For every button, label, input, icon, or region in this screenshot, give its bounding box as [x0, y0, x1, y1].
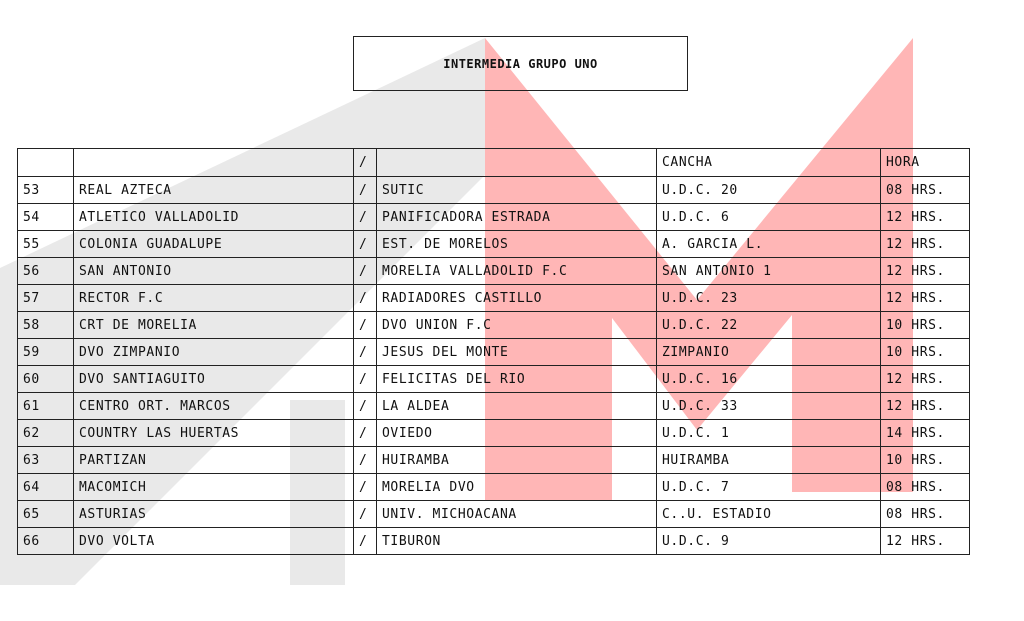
- venue: A. GARCIA L.: [657, 231, 881, 258]
- venue: U.D.C. 16: [657, 366, 881, 393]
- venue: ZIMPANIO: [657, 339, 881, 366]
- table-row: [18, 285, 970, 312]
- table-row: [18, 474, 970, 501]
- table-row: [18, 258, 970, 285]
- away-team: HUIRAMBA: [377, 447, 657, 474]
- venue: U.D.C. 9: [657, 528, 881, 555]
- home-team: MACOMICH: [74, 474, 354, 501]
- separator: /: [354, 312, 377, 339]
- match-number: 58: [18, 312, 74, 339]
- away-team: MORELIA VALLADOLID F.C: [377, 258, 657, 285]
- match-number: 54: [18, 204, 74, 231]
- table-row: [18, 420, 970, 447]
- match-time: 12 HRS.: [881, 258, 970, 285]
- match-time: 10 HRS.: [881, 339, 970, 366]
- away-team: RADIADORES CASTILLO: [377, 285, 657, 312]
- match-time: 12 HRS.: [881, 366, 970, 393]
- venue: U.D.C. 22: [657, 312, 881, 339]
- table-row: [18, 366, 970, 393]
- match-number: 61: [18, 393, 74, 420]
- home-team: PARTIZAN: [74, 447, 354, 474]
- header-time: HORA: [881, 149, 970, 177]
- table-row: [18, 231, 970, 258]
- home-team: DVO ZIMPANIO: [74, 339, 354, 366]
- venue: HUIRAMBA: [657, 447, 881, 474]
- venue: SAN ANTONIO 1: [657, 258, 881, 285]
- table-header-row: [18, 149, 970, 177]
- match-time: 08 HRS.: [881, 177, 970, 204]
- match-number: 59: [18, 339, 74, 366]
- separator: /: [354, 528, 377, 555]
- table-row: [18, 177, 970, 204]
- away-team: DVO UNION F.C: [377, 312, 657, 339]
- table-row: [18, 393, 970, 420]
- separator: /: [354, 258, 377, 285]
- header-home: [74, 149, 354, 177]
- header-num: [18, 149, 74, 177]
- match-number: 60: [18, 366, 74, 393]
- venue: U.D.C. 20: [657, 177, 881, 204]
- match-number: 57: [18, 285, 74, 312]
- home-team: COLONIA GUADALUPE: [74, 231, 354, 258]
- home-team: REAL AZTECA: [74, 177, 354, 204]
- match-number: 66: [18, 528, 74, 555]
- home-team: DVO VOLTA: [74, 528, 354, 555]
- venue: U.D.C. 33: [657, 393, 881, 420]
- match-time: 12 HRS.: [881, 528, 970, 555]
- header-venue: CANCHA: [657, 149, 881, 177]
- away-team: PANIFICADORA ESTRADA: [377, 204, 657, 231]
- home-team: RECTOR F.C: [74, 285, 354, 312]
- home-team: SAN ANTONIO: [74, 258, 354, 285]
- separator: /: [354, 366, 377, 393]
- separator: /: [354, 393, 377, 420]
- match-number: 56: [18, 258, 74, 285]
- match-schedule-table: [17, 148, 970, 555]
- separator: /: [354, 285, 377, 312]
- away-team: FELICITAS DEL RIO: [377, 366, 657, 393]
- match-time: 12 HRS.: [881, 393, 970, 420]
- separator: /: [354, 420, 377, 447]
- header-separator: /: [354, 149, 377, 177]
- match-number: 63: [18, 447, 74, 474]
- match-time: 12 HRS.: [881, 231, 970, 258]
- venue: U.D.C. 6: [657, 204, 881, 231]
- match-number: 55: [18, 231, 74, 258]
- header-away: [377, 149, 657, 177]
- separator: /: [354, 339, 377, 366]
- away-team: OVIEDO: [377, 420, 657, 447]
- match-time: 10 HRS.: [881, 312, 970, 339]
- table-row: [18, 204, 970, 231]
- separator: /: [354, 177, 377, 204]
- match-number: 65: [18, 501, 74, 528]
- table-row: [18, 447, 970, 474]
- separator: /: [354, 474, 377, 501]
- away-team: LA ALDEA: [377, 393, 657, 420]
- venue: U.D.C. 1: [657, 420, 881, 447]
- away-team: UNIV. MICHOACANA: [377, 501, 657, 528]
- table-row: [18, 339, 970, 366]
- match-time: 12 HRS.: [881, 285, 970, 312]
- away-team: MORELIA DVO: [377, 474, 657, 501]
- match-time: 10 HRS.: [881, 447, 970, 474]
- table-row: [18, 312, 970, 339]
- table-row: [18, 501, 970, 528]
- away-team: EST. DE MORELOS: [377, 231, 657, 258]
- venue: U.D.C. 7: [657, 474, 881, 501]
- away-team: TIBURON: [377, 528, 657, 555]
- separator: /: [354, 501, 377, 528]
- home-team: CENTRO ORT. MARCOS: [74, 393, 354, 420]
- match-time: 08 HRS.: [881, 501, 970, 528]
- table-row: [18, 528, 970, 555]
- home-team: CRT DE MORELIA: [74, 312, 354, 339]
- match-time: 08 HRS.: [881, 474, 970, 501]
- away-team: SUTIC: [377, 177, 657, 204]
- match-time: 14 HRS.: [881, 420, 970, 447]
- home-team: ATLETICO VALLADOLID: [74, 204, 354, 231]
- separator: /: [354, 231, 377, 258]
- venue: C..U. ESTADIO: [657, 501, 881, 528]
- match-number: 64: [18, 474, 74, 501]
- match-number: 53: [18, 177, 74, 204]
- home-team: ASTURIAS: [74, 501, 354, 528]
- match-number: 62: [18, 420, 74, 447]
- venue: U.D.C. 23: [657, 285, 881, 312]
- home-team: DVO SANTIAGUITO: [74, 366, 354, 393]
- separator: /: [354, 447, 377, 474]
- away-team: JESUS DEL MONTE: [377, 339, 657, 366]
- separator: /: [354, 204, 377, 231]
- home-team: COUNTRY LAS HUERTAS: [74, 420, 354, 447]
- match-time: 12 HRS.: [881, 204, 970, 231]
- page-title: INTERMEDIA GRUPO UNO: [353, 36, 688, 91]
